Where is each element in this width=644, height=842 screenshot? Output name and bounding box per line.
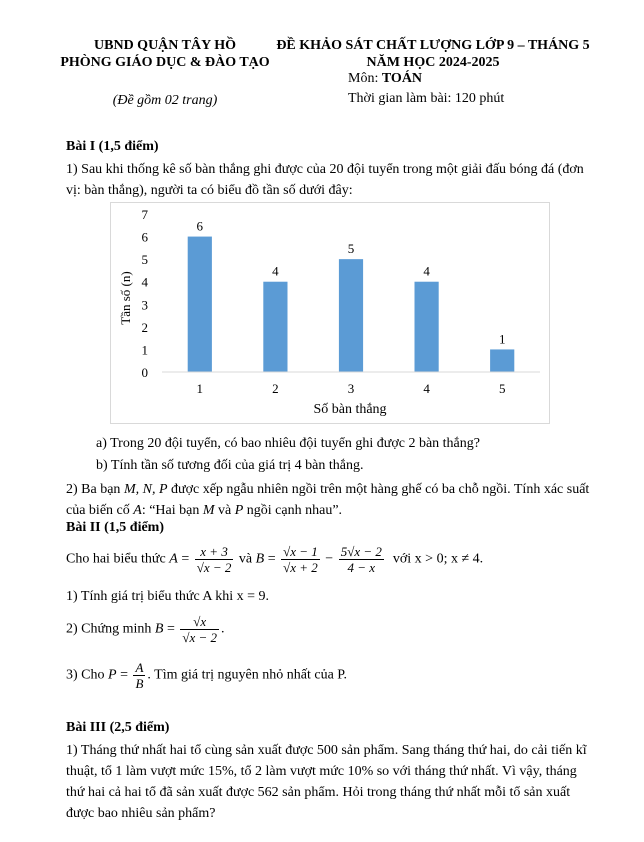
chart-data-label: 4 [272,263,279,279]
q3-num: A [135,660,144,675]
chart-data-label: 4 [423,263,430,279]
expr-condition: với x > 0; x ≠ 4. [392,551,484,567]
q2-text-d: và [214,503,235,518]
expr-b-num1: √x − 1 [283,544,318,559]
section-2-question-2: 2) Chứng minh B = $\frac{√x}{√x - 2}$ . [66,614,225,645]
section-2-question-1: 1) Tính giá trị biểu thức A khi x = 9. [66,589,270,604]
chart-x-tick-label: 2 [272,381,279,396]
q2-vars: M, N, P [123,482,168,497]
chart-y-tick-label: 2 [141,319,148,335]
expr-b-fraction-2 [339,544,384,575]
section-1-question-2 [66,479,598,521]
page-count-note: (Đề gồm 02 trang) [112,93,218,108]
chart-x-tick-label: 5 [498,381,506,396]
q3-den: B [135,676,144,691]
chart-frame [111,203,550,424]
and-word: và [238,551,253,567]
chart-x-tick-label: 1 [196,381,204,396]
time-limit: Thời gian làm bài: 120 phút [348,91,505,106]
expr-a-den: √x − 2 [196,560,232,575]
q2-event: A [133,503,142,518]
q3-prefix: 3) Cho [66,667,105,683]
chart-y-axis-label: Tần số (n) [118,271,133,325]
chart-y-tick-label: 3 [141,297,148,313]
chart-data-label: 5 [347,241,355,257]
q2-text-b: được xếp ngẫu nhiên ngồi trên một hàng ghế có ba chỗ ngồi. Tính xác suất của biến cố [66,482,590,518]
section-3-title: Bài III (2,5 điểm) [66,720,170,735]
frequency-bar-chart [110,202,550,424]
chart-y-tick-label: 6 [141,229,148,245]
question-1a: a) Trong 20 đội tuyển, có bao nhiêu đội tuyển ghi được 2 bàn thắng? [96,436,480,451]
q2-b-name: B [154,621,164,637]
expr-b-name: B [255,551,265,567]
chart-bar [415,282,439,372]
chart-bar [263,282,287,372]
q3-fraction [133,660,145,691]
q2-prefix: 2) Chứng minh [66,621,152,637]
q2-fraction [180,614,219,645]
chart-x-tick-label: 4 [423,381,430,396]
expr-a-name: A [169,551,178,567]
q2-p: P [234,503,244,518]
chart-bar [339,259,363,372]
section-3-question-1: 1) Tháng thứ nhất hai tổ cùng sản xuất được 500 sản phẩm. Sang tháng thứ hai, do cải tiến kĩ thuật, tổ 1 làm vượt mức 15%, tổ 2 làm vượt mức 10% so với tháng thứ nhất. Vì vậy, tháng thứ hai cả hai tổ đã sản xuất được 562 sản phẩm. Hỏi trong tháng thứ nhất mỗi tổ sản xuất được bao nhiêu sản phẩm? [66,743,587,821]
subject-label: Môn: [348,71,382,86]
q3-end: . Tìm giá trị nguyên nhỏ nhất của P. [147,667,348,683]
q2-m: M [202,503,215,518]
chart-y-tick-label: 1 [141,342,148,358]
chart-y-tick-label: 0 [141,365,148,380]
expr-b-fraction-1 [281,544,320,575]
question-1b: b) Tính tần số tương đối của giá trị 4 bàn thắng. [96,458,364,473]
expr-a-fraction [195,544,234,575]
q2-den: √x − 2 [182,630,218,645]
q2-num: √x [180,614,219,630]
office-name: PHÒNG GIÁO DỤC & ĐÀO TẠO [60,55,270,70]
chart-y-tick-label: 7 [141,207,148,222]
chart-y-tick-label: 4 [141,274,148,290]
school-year: NĂM HỌC 2024-2025 [366,55,500,70]
q2-text-a: 2) Ba bạn [66,482,124,497]
section-2-title: Bài II (1,5 điểm) [66,520,164,535]
expr-b-num2: 5√x − 2 [340,544,382,559]
chart-bar [490,349,514,372]
q2-text-c: : “Hai bạn [141,503,203,518]
q3-p-name: P [108,667,117,683]
section-1-question-1: 1) Sau khi thống kê số bàn thắng ghi được của 20 đội tuyển trong một giải đấu bóng đá (đơn vị: bàn thắng), người ta có biểu đồ tần số dưới đây: [66,162,584,198]
expr-b-den1: √x + 2 [283,560,318,575]
section-2-question-3: 3) Cho P = $\frac{A}{B}$ . Tìm giá trị nguyên nhỏ nhất của P. [66,660,348,691]
chart-x-tick-label: 3 [347,381,355,396]
expressions-line: Cho hai biểu thức A = $\frac{x + 3}{√x - 2}$ và B = $\frac{√x - 1}{√x + 2}$ − $\frac{5√x - 2}{4 - x}$ với x > 0; x ≠ 4. [66,544,484,575]
chart-bar [188,237,212,372]
chart-x-axis-label: Số bàn thắng [313,402,387,417]
exam-title: ĐỀ KHẢO SÁT CHẤT LƯỢNG LỚP 9 – THÁNG 5 [276,38,590,53]
q2-text-e: ngồi cạnh nhau”. [243,503,343,518]
q2-end: . [221,621,225,637]
chart-data-label: 6 [196,218,204,234]
subject-name: TOÁN [381,71,423,86]
chart-y-tick-label: 5 [141,252,148,268]
expressions-intro: Cho hai biểu thức [66,551,166,567]
expr-a-num: x + 3 [195,544,234,560]
department-name: UBND QUẬN TÂY HỒ [94,38,236,53]
chart-data-label: 1 [498,331,506,347]
subject-line [348,71,422,87]
section-1-title: Bài I (1,5 điểm) [66,139,159,154]
expr-b-den2: 4 − x [347,560,376,575]
